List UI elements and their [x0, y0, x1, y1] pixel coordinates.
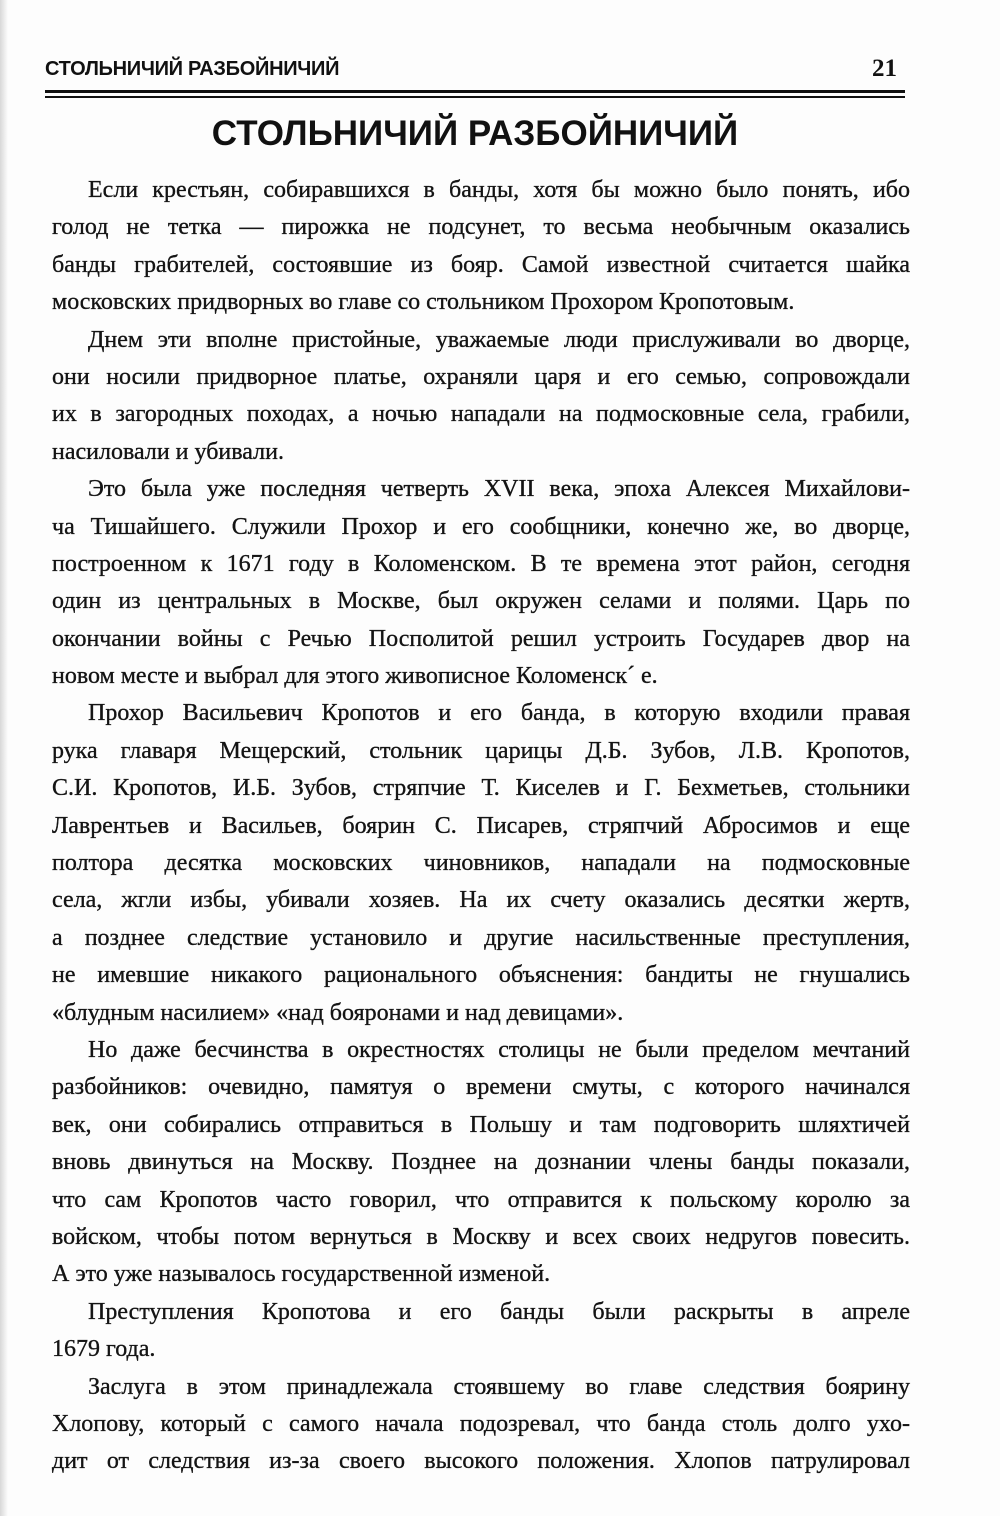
text-line: банды грабителей, состоявшие из бояр. Самой известной считается шайка — [52, 251, 910, 278]
text-line: Но даже бесчинства в окрестностях столицы не были пределом мечтаний — [88, 1036, 910, 1063]
paragraph-5 — [52, 1032, 910, 1294]
paragraph-3 — [52, 471, 910, 695]
text-line: С.И. Кропотов, И.Б. Зубов, стряпчие Т. Киселев и Г. Бехметьев, стольники — [52, 775, 910, 802]
text-line: не имевшие никакого рационального объяснения: бандиты не гнушались — [52, 962, 910, 989]
header-rule-thick — [45, 90, 905, 93]
paragraph-7 — [52, 1369, 910, 1481]
text-line: Прохор Васильевич Кропотов и его банда, в которую входили правая — [88, 700, 910, 727]
chapter-title: СТОЛЬНИЧИЙ РАЗБОЙНИЧИЙ — [211, 114, 739, 153]
text-line: разбойников: очевидно, памятуя о времени смуты, с которого начинался — [52, 1074, 910, 1101]
text-line: Днем эти вполне пристойные, уважаемые люди прислуживали во дворце, — [88, 326, 910, 353]
text-line: рука главаря Мещерский, стольник царицы Д.Б. Зубов, Л.В. Кропотов, — [52, 737, 910, 764]
text-line: «блудным насилием» «над бояронами и над девицами». — [52, 999, 624, 1026]
paragraph-1 — [52, 172, 910, 322]
text-line: 1679 года. — [52, 1336, 156, 1363]
text-line: Это была уже последняя четверть XVII века, эпоха Алексея Михайлови- — [88, 476, 910, 503]
text-line: вновь двинуться на Москву. Позднее на дознании члены банды показали, — [52, 1149, 910, 1176]
paragraph-2 — [52, 322, 910, 472]
text-line: окончании войны с Речью Посполитой решил устроить Государев двор на — [52, 625, 910, 652]
paragraph-6 — [52, 1294, 910, 1369]
text-line: Лаврентьев и Васильев, боярин С. Писарев, стряпчий Абросимов и еще — [52, 812, 910, 839]
text-line: построенном к 1671 году в Коломенском. В те времена этот район, сегодня — [52, 550, 910, 577]
text-line: села, жгли избы, убивали хозяев. На их счету оказались десятки жертв, — [52, 887, 910, 914]
page-edge-shadow — [0, 0, 8, 1516]
page-number: 21 — [872, 55, 897, 82]
text-line: что сам Кропотов часто говорил, что отправится к польскому королю за — [52, 1186, 910, 1213]
text-line: войском, чтобы потом вернуться в Москву и всех своих недругов повесить. — [52, 1223, 910, 1250]
text-line: они носили придворное платье, охраняли царя и его семью, сопровождали — [52, 363, 910, 390]
text-line: насиловали и убивали. — [52, 438, 284, 465]
text-line: новом месте и выбрал для этого живописное Коломенск´ е. — [52, 663, 658, 690]
running-title: СТОЛЬНИЧИЙ РАЗБОЙНИЧИЙ — [45, 58, 340, 80]
body-text — [52, 172, 910, 1481]
paragraph-4 — [52, 695, 910, 1032]
text-line: век, они собирались отправиться в Польшу и там подговорить шляхтичей — [52, 1111, 910, 1138]
text-line: А это уже называлось государственной изменой. — [52, 1261, 551, 1288]
text-line: один из центральных в Москве, был окружен селами и полями. Царь по — [52, 588, 910, 615]
text-line: Заслуга в этом принадлежала стоявшему во главе следствия боярину — [88, 1373, 910, 1400]
text-line: Преступления Кропотова и его банды были раскрыты в апреле — [88, 1298, 910, 1325]
text-line: их в загородных походах, а ночью нападали на подмосковные села, грабили, — [52, 401, 910, 428]
text-line: а позднее следствие установило и другие насильственные преступления, — [52, 924, 910, 951]
header-rule-thin — [45, 96, 905, 98]
text-line: голод не тетка — пирожка не подсунет, то весьма необычным оказались — [52, 214, 910, 241]
text-line: дит от следствия из-за своего высокого положения. Хлопов патрулировал — [52, 1448, 910, 1475]
text-line: ча Тишайшего. Служили Прохор и его сообщники, конечно же, во дворце, — [52, 513, 910, 540]
text-line: московских придворных во главе со стольником Прохором Кропотовым. — [52, 289, 795, 316]
text-line: полтора десятка московских чиновников, нападали на подмосковные — [52, 850, 910, 877]
text-line: Хлопову, который с самого начала подозревал, что банда столь долго ухо- — [52, 1410, 910, 1437]
text-line: Если крестьян, собиравшихся в банды, хотя бы можно было понять, ибо — [88, 177, 910, 203]
